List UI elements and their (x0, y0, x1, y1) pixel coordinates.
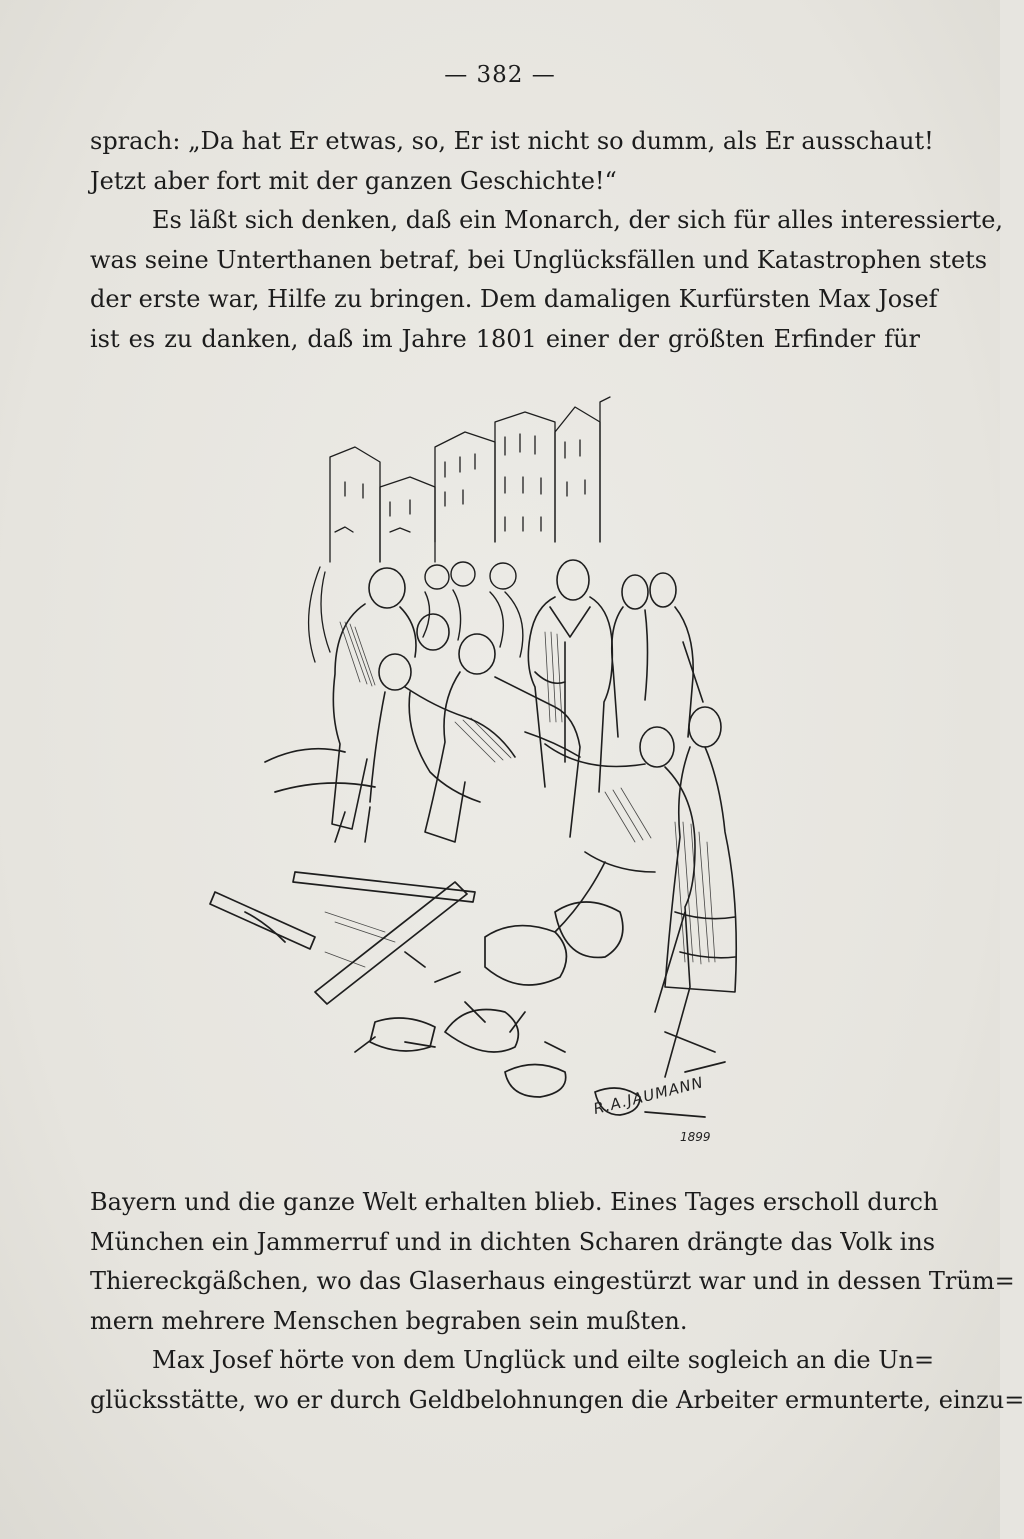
gentlemen-right (612, 573, 703, 737)
worker-left (332, 568, 416, 842)
text-line: Bayern und die ganze Welt erhalten blieb. Eines Tages erscholl durch (90, 1188, 939, 1216)
rescuer-center (417, 614, 580, 842)
text-line: ist es zu danken, daß im Jahre 1801 einer der größten Erfinder für (90, 324, 920, 353)
artist-signature: R.A.JAUMANN (591, 1073, 706, 1118)
page-number: — 382 — (444, 62, 556, 88)
background-crowd (423, 562, 523, 657)
hatching (325, 622, 715, 967)
text-line: Es läßt sich denken, daß ein Monarch, der sich für alles interessierte, (152, 206, 1004, 234)
text-line: München ein Jammerruf und in dichten Scharen drängte das Volk ins (90, 1227, 936, 1256)
artist-signature-year: 1899 (680, 1130, 711, 1144)
king-figure (528, 560, 612, 792)
text-line: Thiereckgäßchen, wo das Glaserhaus eingestürzt war und in dessen Trüm= (90, 1267, 1015, 1295)
text-line: was seine Unterthanen betraf, bei Unglücksfällen und Katastrophen stets (90, 245, 988, 274)
rubble (210, 749, 725, 1117)
injured-man (370, 654, 515, 802)
text-line: glücksstätte, wo er durch Geldbelohnungen die Arbeiter ermunterte, einzu= (90, 1385, 1024, 1414)
background-buildings (309, 397, 610, 662)
text-line: sprach: „Da hat Er etwas, so, Er ist nicht so dumm, als Er ausschaut! (90, 127, 934, 155)
text-block-bottom (90, 1183, 1024, 1420)
rescue-scene-engraving (205, 392, 805, 1162)
text-line: Jetzt aber fort mit der ganzen Geschichte!“ (90, 166, 617, 195)
text-line: Max Josef hörte von dem Unglück und eilte sogleich an die Un= (152, 1346, 935, 1374)
text-line: mern mehrere Menschen begraben sein mußten. (90, 1306, 688, 1335)
text-block-top (90, 122, 1004, 359)
text-line: der erste war, Hilfe zu bringen. Dem damaligen Kurfürsten Max Josef (90, 285, 938, 313)
